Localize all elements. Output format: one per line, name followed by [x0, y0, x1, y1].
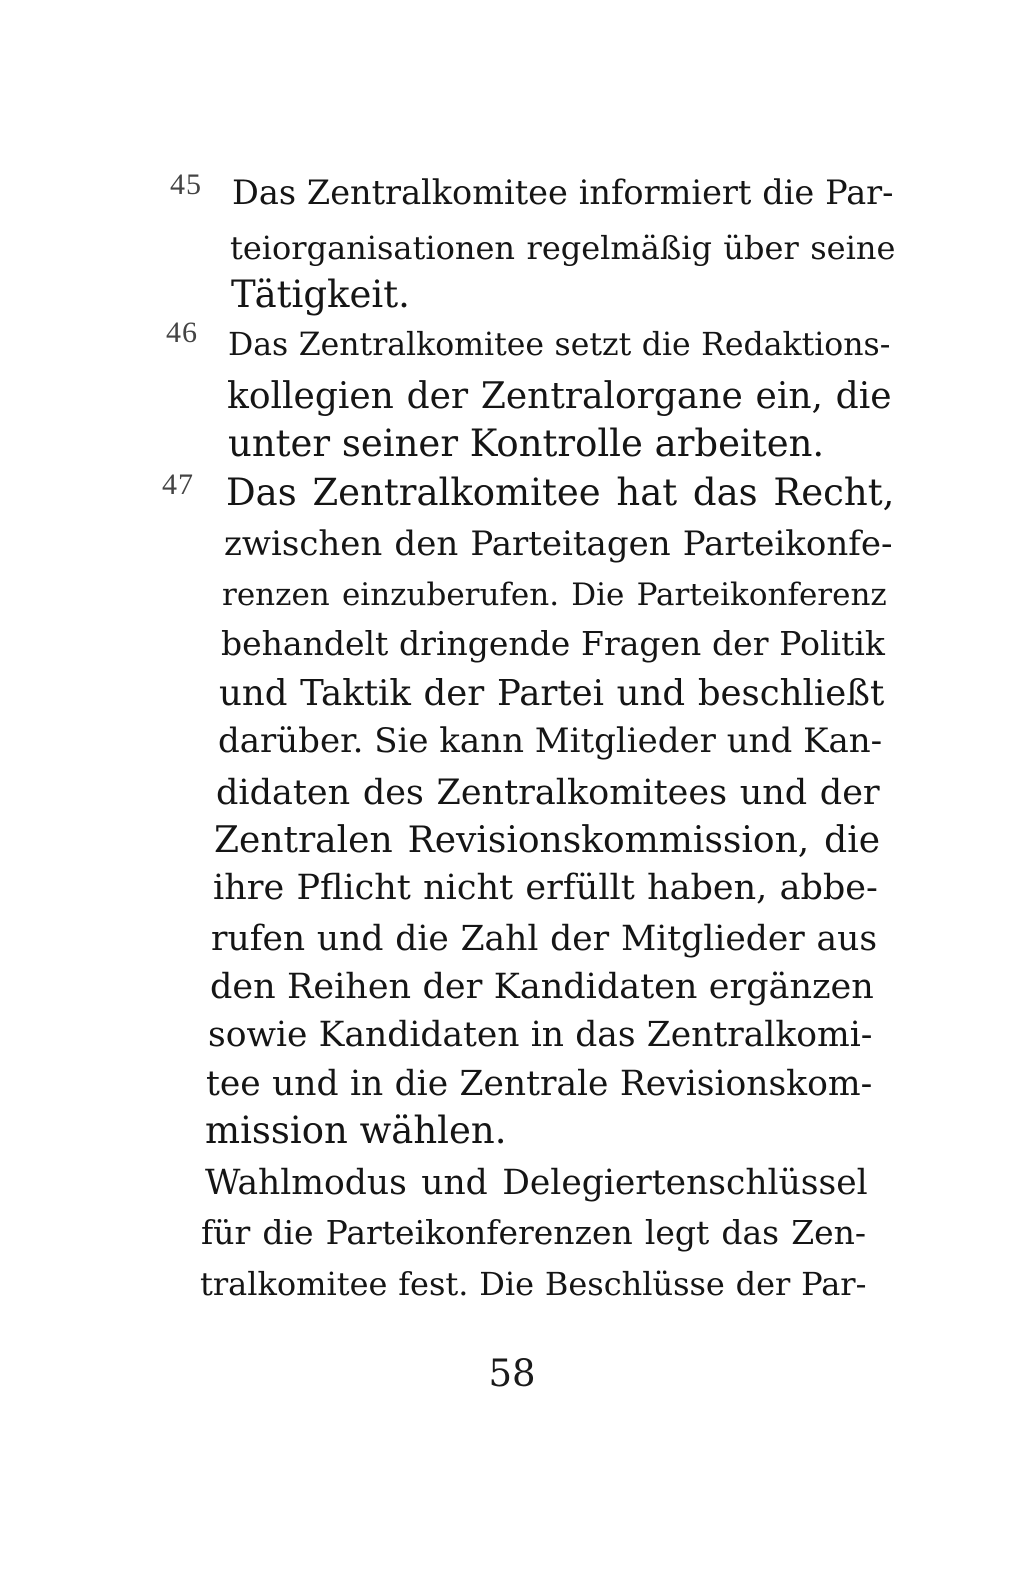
- text-line: Wahlmodus und Delegiertenschlüssel: [205, 1163, 868, 1203]
- text-line: rufen und die Zahl der Mitglieder aus: [211, 919, 878, 959]
- text-line: den Reihen der Kandidaten ergänzen: [210, 967, 874, 1007]
- text-line: zwischen den Parteitagen Parteikonfe-: [224, 524, 893, 564]
- text-line: behandelt dringende Fragen der Politik: [221, 624, 885, 663]
- text-line: mission wählen.: [205, 1109, 507, 1152]
- text-line: Das Zentralkomitee informiert die Par-: [232, 173, 894, 212]
- page-number: 58: [488, 1352, 536, 1395]
- text-line: teiorganisationen regelmäßig über seine: [230, 229, 896, 267]
- text-line: tee und in die Zentrale Revisionskom-: [206, 1064, 873, 1104]
- text-line: unter seiner Kontrolle arbeiten.: [228, 422, 825, 465]
- paragraph-number-46: 46: [166, 316, 198, 349]
- text-line: Tätigkeit.: [231, 273, 410, 316]
- text-line: für die Parteikonferenzen legt das Zen-: [201, 1213, 867, 1252]
- text-line: Das Zentralkomitee setzt die Redaktions-: [228, 327, 891, 363]
- text-line: Das Zentralkomitee hat das Recht,: [226, 471, 895, 514]
- text-line: und Taktik der Partei und beschließt: [219, 673, 885, 714]
- text-line: kollegien der Zentralorgane ein, die: [227, 376, 892, 417]
- text-line: ihre Pflicht nicht erfüllt haben, abbe-: [213, 868, 878, 908]
- text-line: didaten des Zentralkomitees und der: [216, 773, 880, 813]
- text-line: sowie Kandidaten in das Zentralkomi-: [208, 1015, 873, 1055]
- text-line: tralkomitee fest. Die Beschlüsse der Par-: [200, 1265, 867, 1303]
- text-line: darüber. Sie kann Mitglieder und Kan-: [218, 721, 883, 761]
- paragraph-number-45: 45: [170, 168, 202, 201]
- paragraph-number-47: 47: [162, 468, 194, 501]
- text-line: renzen einzuberufen. Die Parteikonferenz: [222, 577, 887, 613]
- text-line: Zentralen Revisionskommission, die: [214, 820, 881, 861]
